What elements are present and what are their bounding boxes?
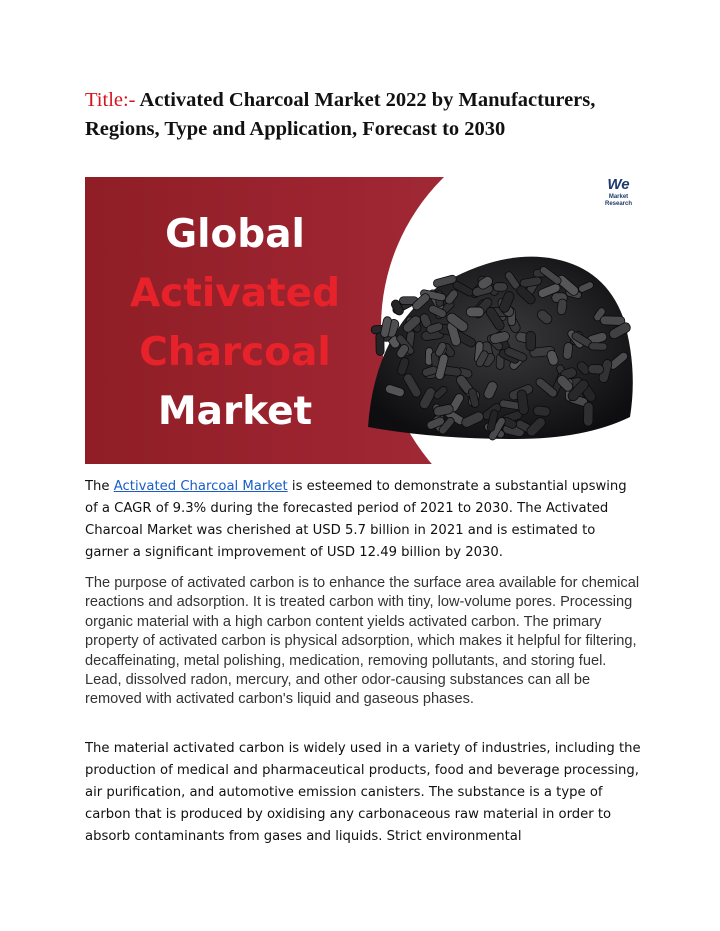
intro-text-start: The	[85, 479, 114, 494]
hero-banner	[85, 177, 636, 464]
intro-text-end: is esteemed to demonstrate a substantial upswing of a CAGR of 9.3% during the forecasted period of 2021 to 2030. The Activated Charcoal Market was cherished at USD 5.7 billion in 2021 and is estimated to garner a significant improvement of USD 12.49 billion by 2030.	[85, 479, 627, 560]
document-title	[85, 86, 645, 144]
logo-mark: We	[607, 177, 630, 193]
title-text: Activated Charcoal Market 2022 by Manufacturers, Regions, Type and Application, Forecast to 2030	[85, 89, 596, 140]
banner-headline	[85, 205, 385, 441]
charcoal-pellet	[466, 307, 484, 317]
charcoal-pellet	[589, 342, 608, 350]
banner-line-charcoal: Charcoal	[139, 330, 331, 375]
charcoal-pellet	[583, 402, 593, 426]
logo-text	[601, 194, 636, 208]
logo-text-line2: Research	[604, 201, 633, 207]
activated-charcoal-market-link[interactable]: Activated Charcoal Market	[113, 479, 288, 494]
charcoal-pellet	[588, 364, 604, 374]
charcoal-pellet	[493, 283, 507, 291]
paragraph-industries: The material activated carbon is widely used in a variety of industries, including the production of medical and pharmaceutical products, food and beverage processing, air purification, and automotive emission canisters. The substance is a type of carbon that is produced by oxidising any carbonaceous raw material in order to absorb contaminants from gases and liquids. Strict environmental	[85, 741, 641, 844]
paragraph-intro	[85, 476, 641, 564]
banner-line-global: Global	[165, 212, 305, 257]
charcoal-pellet	[526, 331, 536, 351]
charcoal-pellet	[533, 406, 551, 417]
logo-text-line1: Market	[608, 194, 629, 200]
paragraph-purpose: The purpose of activated carbon is to enhance the surface area available for chemical reactions and adsorption. It is treated carbon with tiny, low-volume pores. Processing organic material with a high carbon content yields activated carbon. The primary property of activated carbon is physical adsorption, which makes it helpful for filtering, decaffeinating, metal polishing, medication, removing pollutants, and storing fuel. Lead, dissolved radon, mercury, and other odor-causing substances can all be removed with activated carbon's liquid and gaseous phases.	[85, 575, 640, 708]
banner-line-activated: Activated	[129, 271, 341, 316]
banner-line-market: Market	[157, 389, 313, 434]
company-logo	[601, 177, 636, 217]
title-prefix: Title:-	[85, 89, 136, 111]
